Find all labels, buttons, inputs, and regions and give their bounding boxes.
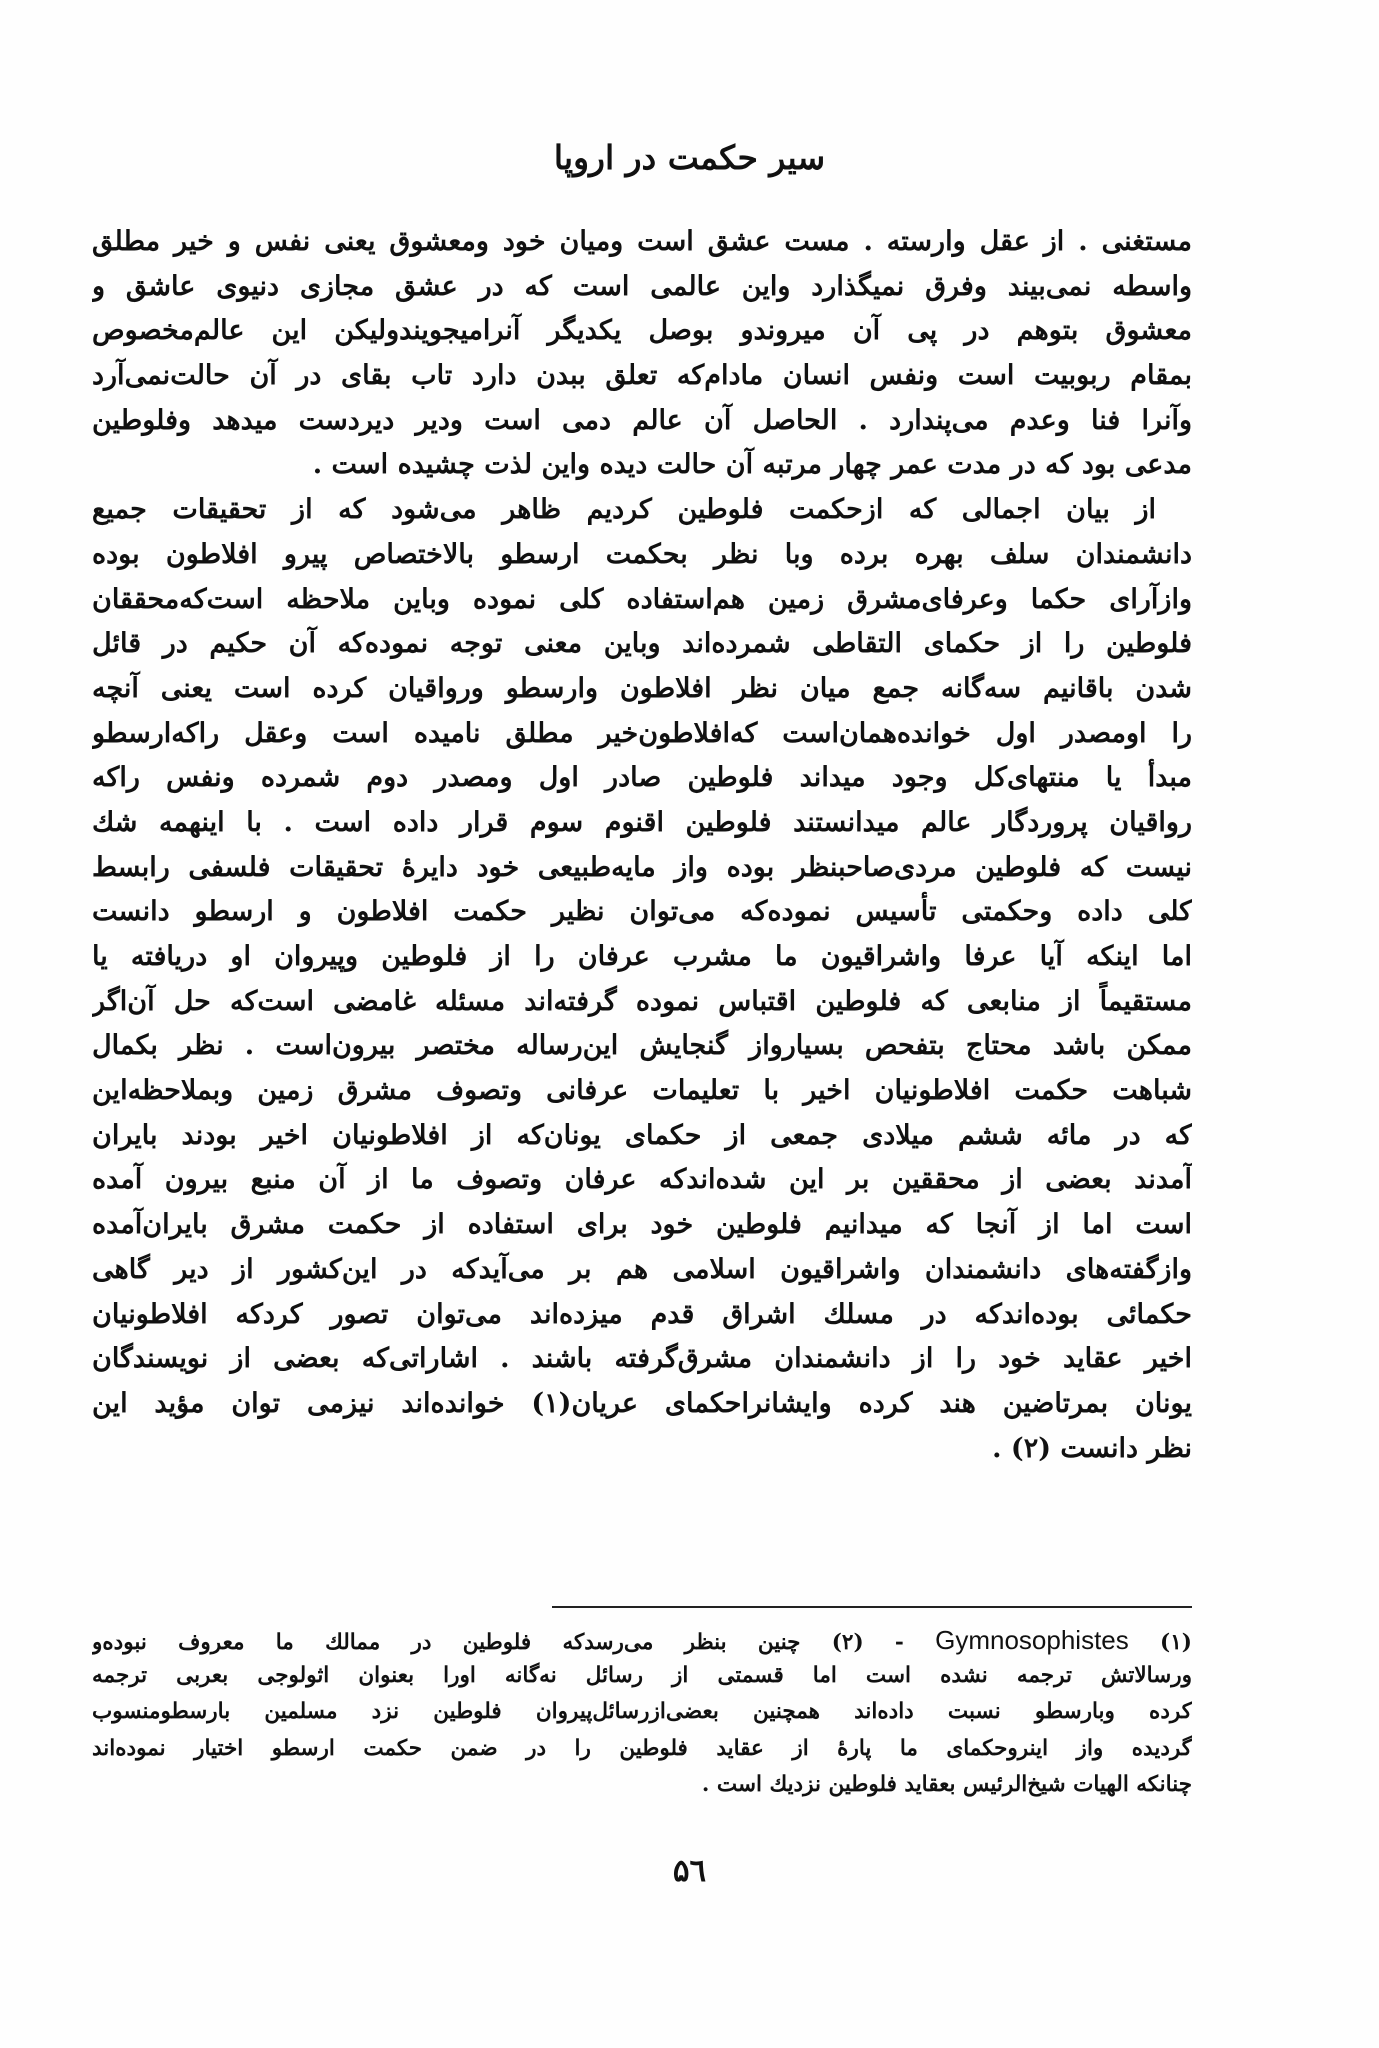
body-line: از بیان اجمالی که ازحکمت فلوطین کردیم ظاهر می‌شود که از تحقیقات جمیع (92, 494, 1156, 526)
footnote-line: چنانکه الهیات شیخ‌الرئیس بعقاید فلوطین نزدیك است . (701, 1771, 1192, 1797)
body-line: دانشمندان سلف بهره برده وبا نظر بحکمت ارسطو بالاختصاص پیرو افلاطون بوده (92, 538, 1192, 570)
body-line: مستقیماً از منابعی که فلوطین اقتباس نموده گرفته‌اند مسئله غامضی است‌که حل آن‌اگر (92, 985, 1192, 1017)
body-line: وآنرا فنا وعدم می‌پندارد . الحاصل آن عالم دمی است ودیر دیردست میدهد وفلوطین (92, 404, 1192, 436)
body-line: واسطه نمی‌بیند وفرق نمیگذارد واین عالمی است که در عشق مجازی دنیوی عاشق و (92, 270, 1192, 302)
body-line: اما اینکه آیا عرفا واشراقیون ما مشرب عرفان را از فلوطین وپیروان او دریافته یا (92, 941, 1192, 972)
footnote-text: - (۲) چنین بنظر می‌رسدکه فلوطین در ممالك ما معروف نبوده‌و (92, 1630, 904, 1655)
footnote-line: ورسالاتش ترجمه نشده است اما قسمتی از رسائل نه‌گانه اورا بعنوان اثولوجی بعربی ترجمه (92, 1663, 1192, 1689)
body-line: مستغنی . از عقل وارسته . مست عشق است ومیان خود ومعشوق یعنی نفس و خیر مطلق (92, 226, 1192, 257)
body-line: کلی داده وحکمتی تأسیس نموده‌که می‌توان نظیر حکمت افلاطون و ارسطو دانست (92, 896, 1192, 928)
footnote-line: کرده وبارسطو نسبت داده‌اند همچنین بعضی‌ازرسائل‌پیروان فلوطین نزد مسلمین بارسطومنسوب (92, 1699, 1192, 1725)
footnotes (92, 1622, 1192, 1803)
body-line: مبدأ یا منتهای‌کل وجود میداند فلوطین صادر اول ومصدر دوم شمرده ونفس راکه (92, 762, 1192, 794)
body-line: معشوق بتوهم در پی آن میروندو بوصل یکدیگر آنرامیجویندولیکن این عالم‌مخصوص (92, 315, 1192, 347)
body-line: که در مائه ششم میلادی جمعی از حکمای یونان‌که از افلاطونیان اخیر بودند بایران (92, 1119, 1192, 1151)
running-title: سیر حکمت در اروپا (553, 138, 826, 177)
body-line: اخیر عقاید خود را از دانشمندان مشرق‌گرفته باشند . اشاراتی‌که بعضی از نویسندگان (92, 1343, 1192, 1375)
body-line: را اومصدر اول خوانده‌همان‌است که‌افلاطون‌خیر مطلق نامیده است وعقل راکه‌ارسطو (92, 717, 1192, 749)
body-line: است اما از آنجا که میدانیم فلوطین خود برای استفاده از حکمت مشرق بایران‌آمده (92, 1209, 1192, 1241)
body-line: وازگفته‌های دانشمندان واشراقیون اسلامی هم بر می‌آیدکه در این‌کشور از دیر گاهی (92, 1253, 1192, 1285)
footnote-divider (552, 1606, 1192, 1608)
body-line: یونان بمرتاضین هند کرده وایشانراحکمای عریان(۱) خوانده‌اند نیزمی توان مؤید این (92, 1387, 1192, 1419)
footnote-line: گردیده واز اینروحکمای ما پارهٔ از عقاید فلوطین را در ضمن حکمت ارسطو اختیار نموده‌اند (92, 1735, 1192, 1761)
body-line: وازآرای حکما وعرفای‌مشرق زمین هم‌استفاده کلی نموده وباین ملاحظه است‌که‌محققان (92, 583, 1192, 615)
body-line: حکمائی بوده‌اندکه در مسلك اشراق قدم میزده‌اند می‌توان تصور کرد‌که افلاطونیان (92, 1298, 1192, 1330)
body-line: آمدند بعضی از محققین بر این شده‌اندکه عرفان وتصوف ما از آن منبع بیرون آمده (92, 1164, 1192, 1196)
body-line: رواقیان پروردگار عالم میدانستند فلوطین اقنوم سوم قرار داده است . با اینهمه شك (92, 806, 1192, 838)
page-number: ۵٦ (672, 1853, 707, 1889)
body-line: شدن باقانیم سه‌گانه جمع میان نظر افلاطون وارسطو ورواقیان کرده است یعنی آنچه (92, 672, 1192, 704)
footnote-label: (۱) (1160, 1630, 1192, 1655)
body-line: بمقام ربوبیت است ونفس انسان مادام‌که تعلق ببدن دارد تاب بقای در آن حالت‌نمی‌آرد (92, 360, 1192, 392)
body-line: شباهت حکمت افلاطونیان اخیر با تعلیمات عرفانی وتصوف مشرق زمین وبملاحظه‌این (92, 1075, 1192, 1107)
footnote-latin-term: Gymnosophistes (935, 1625, 1129, 1655)
body-line: نظر دانست (۲) . (992, 1432, 1192, 1464)
body-text (92, 220, 1192, 1471)
footnote-line (92, 1622, 1192, 1658)
body-line: فلوطین را از حکمای التقاطی شمرده‌اند وباین معنی توجه نموده‌که آن حکیم در قائل (92, 628, 1192, 660)
body-line: ممکن باشد محتاج بتفحص بسیارواز گنجایش این‌رساله مختصر بیرون‌است . نظر بکمال (92, 1030, 1192, 1062)
body-line: نیست که فلوطین مردی‌صاحبنظر بوده واز مایه‌طبیعی خود دایرهٔ تحقیقات فلسفی رابسط (92, 851, 1192, 883)
body-line: مدعی بود که در مدت عمر چهار مرتبه آن حالت دیده واین لذت چشیده است . (312, 449, 1192, 481)
